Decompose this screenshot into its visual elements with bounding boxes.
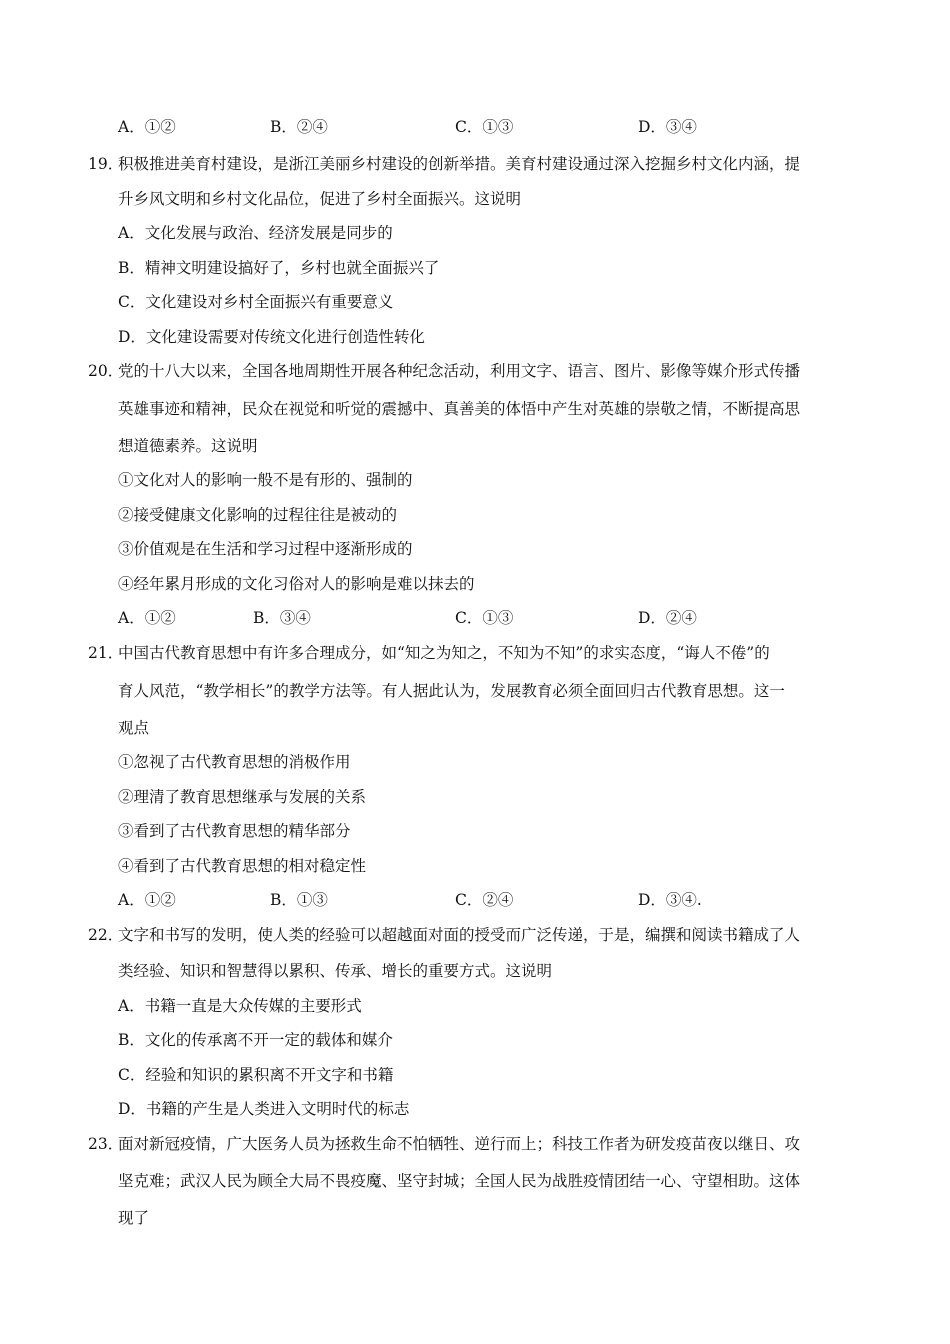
question-stem-line: 文字和书写的发明，使人类的经验可以超越面对面的授受而广泛传递，于是，编撰和阅读书籍成了人 (118, 926, 801, 944)
statement-3: ③价值观是在生活和学习过程中逐渐形成的 (118, 540, 413, 558)
option-c: C．①③ (455, 118, 514, 136)
option-b: B．③④ (253, 609, 311, 627)
option-d: D．③④ (638, 118, 697, 136)
statement-3: ③看到了古代教育思想的精华部分 (118, 822, 351, 840)
option-b: B．文化的传承离不开一定的载体和媒介 (118, 1031, 393, 1049)
option-a: A．文化发展与政治、经济发展是同步的 (118, 224, 393, 242)
option-a: A．书籍一直是大众传媒的主要形式 (118, 997, 362, 1015)
option-b: B．精神文明建设搞好了，乡村也就全面振兴了 (118, 259, 440, 277)
option-b: B．②④ (270, 118, 328, 136)
option-c: C．②④ (455, 891, 514, 909)
option-b: B．①③ (270, 891, 328, 909)
statement-2: ②接受健康文化影响的过程往往是被动的 (118, 506, 398, 524)
option-d: D．文化建设需要对传统文化进行创造性转化 (118, 328, 425, 346)
statement-2: ②理清了教育思想继承与发展的关系 (118, 788, 367, 806)
option-a: A．①② (118, 609, 176, 627)
question-number: 19． (88, 155, 124, 173)
option-d: D．③④. (638, 891, 702, 909)
question-stem-line: 坚克难；武汉人民为顾全大局不畏疫魔、坚守封城；全国人民为战胜疫情团结一心、守望相助。这体 (118, 1172, 801, 1190)
option-a: A．①② (118, 118, 176, 136)
statement-1: ①文化对人的影响一般不是有形的、强制的 (118, 471, 413, 489)
question-stem-line: 升乡风文明和乡村文化品位，促进了乡村全面振兴。这说明 (118, 190, 522, 208)
question-number: 23． (88, 1135, 124, 1153)
question-stem-line: 育人风范，“教学相长”的教学方法等。有人据此认为，发展教育必须全面回归古代教育思想。这一 (118, 682, 785, 700)
question-stem-line: 积极推进美育村建设，是浙江美丽乡村建设的创新举措。美育村建设通过深入挖掘乡村文化内涵，提 (118, 155, 801, 173)
option-c: C．经验和知识的累积离不开文字和书籍 (118, 1066, 394, 1084)
question-stem-line: 类经验、知识和智慧得以累积、传承、增长的重要方式。这说明 (118, 962, 553, 980)
option-c: C．文化建设对乡村全面振兴有重要意义 (118, 293, 394, 311)
question-number: 20． (88, 362, 124, 380)
option-d: D．②④ (638, 609, 697, 627)
statement-4: ④经年累月形成的文化习俗对人的影响是难以抹去的 (118, 575, 475, 593)
question-stem-line: 现了 (118, 1209, 150, 1227)
statement-1: ①忽视了古代教育思想的消极作用 (118, 753, 351, 771)
option-c: C．①③ (455, 609, 514, 627)
question-number: 21． (88, 644, 124, 662)
statement-4: ④看到了古代教育思想的相对稳定性 (118, 857, 367, 875)
question-stem-line: 中国古代教育思想中有许多合理成分，如“知之为知之，不知为不知”的求实态度，“诲人不倦”的 (118, 644, 770, 662)
question-stem-line: 党的十八大以来，全国各地周期性开展各种纪念活动，利用文字、语言、图片、影像等媒介形式传播 (118, 362, 801, 380)
question-stem-line: 英雄事迹和精神，民众在视觉和听觉的震撼中、真善美的体悟中产生对英雄的崇敬之情，不断提高思 (118, 400, 801, 418)
question-stem-line: 观点 (118, 719, 150, 737)
option-d: D．书籍的产生是人类进入文明时代的标志 (118, 1100, 410, 1118)
option-a: A．①② (118, 891, 176, 909)
question-stem-line: 面对新冠疫情，广大医务人员为拯救生命不怕牺牲、逆行而上；科技工作者为研发疫苗夜以继日、攻 (118, 1135, 801, 1153)
question-number: 22． (88, 926, 124, 944)
question-stem-line: 想道德素养。这说明 (118, 437, 258, 455)
